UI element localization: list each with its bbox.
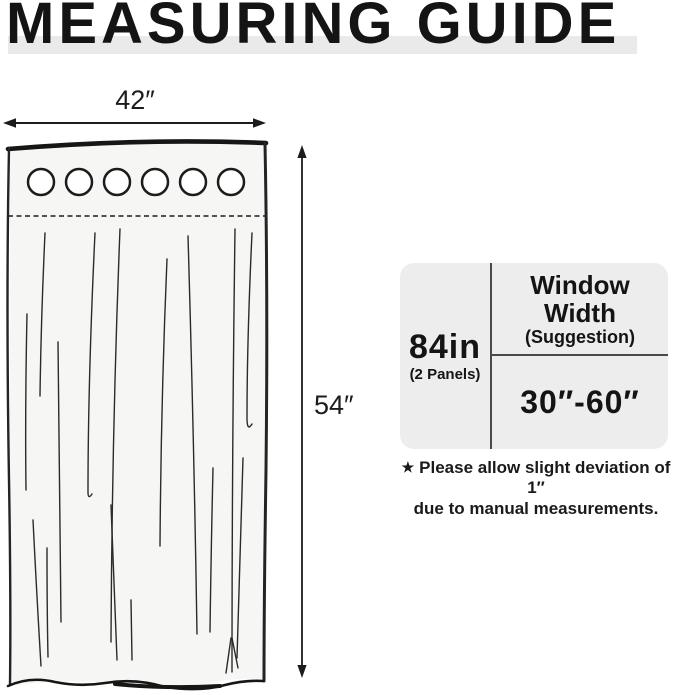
curtain-body: [10, 142, 266, 688]
star-icon: ★: [401, 459, 415, 475]
height-arrow: [297, 145, 306, 678]
grommet-icon: [104, 169, 130, 195]
window-width-subheader: (Suggestion): [525, 327, 635, 347]
width-arrow: [3, 118, 266, 128]
panel-size-value: 84in: [408, 327, 482, 366]
window-width-header: Window Width: [530, 270, 630, 328]
grommet-icon: [28, 169, 54, 195]
size-suggestion-table: [400, 263, 668, 449]
disclaimer-line2: due to manual measurements.: [413, 498, 659, 518]
curtain-left-edge: [8, 148, 11, 684]
grommet-icon: [218, 169, 244, 195]
window-width-range: 30″-60″: [520, 384, 640, 420]
page-title: MEASURING GUIDE: [6, 0, 621, 56]
disclaimer-line1: Please allow slight deviation of 1″: [419, 458, 671, 498]
panel-count-note: (2 Panels): [409, 365, 481, 383]
grommet-icon: [180, 169, 206, 195]
grommet-icon: [142, 169, 168, 195]
window-width-header-cell: [492, 263, 668, 354]
curtain-height-label: 54″: [314, 390, 354, 420]
measurement-disclaimer: [393, 458, 679, 519]
curtain-width-label: 42″: [115, 85, 155, 115]
grommet-icon: [66, 169, 92, 195]
window-width-range-cell: [492, 356, 668, 449]
panel-size-cell: [400, 263, 490, 449]
